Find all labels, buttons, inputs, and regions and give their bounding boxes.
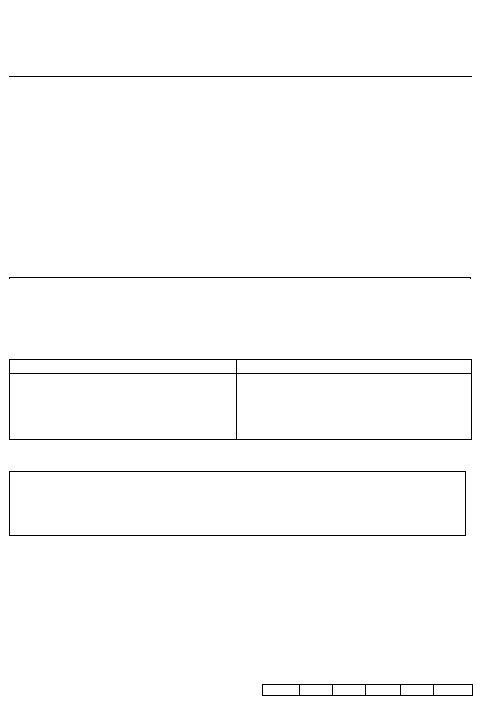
grades-table (9, 76, 472, 77)
attendance-table (9, 277, 471, 278)
all-notes-cell (237, 374, 472, 440)
individual-notes-header (10, 360, 237, 374)
class-label (263, 685, 300, 696)
name-label (401, 685, 434, 696)
home-notes-table (9, 359, 472, 440)
all-notes-header (237, 360, 472, 374)
home-to-school-box (9, 471, 466, 536)
number-label (333, 685, 366, 696)
student-id-box (262, 684, 473, 696)
class-value (300, 685, 333, 696)
individual-notes-cell (10, 374, 237, 440)
number-value (366, 685, 401, 696)
name-value (434, 685, 473, 696)
